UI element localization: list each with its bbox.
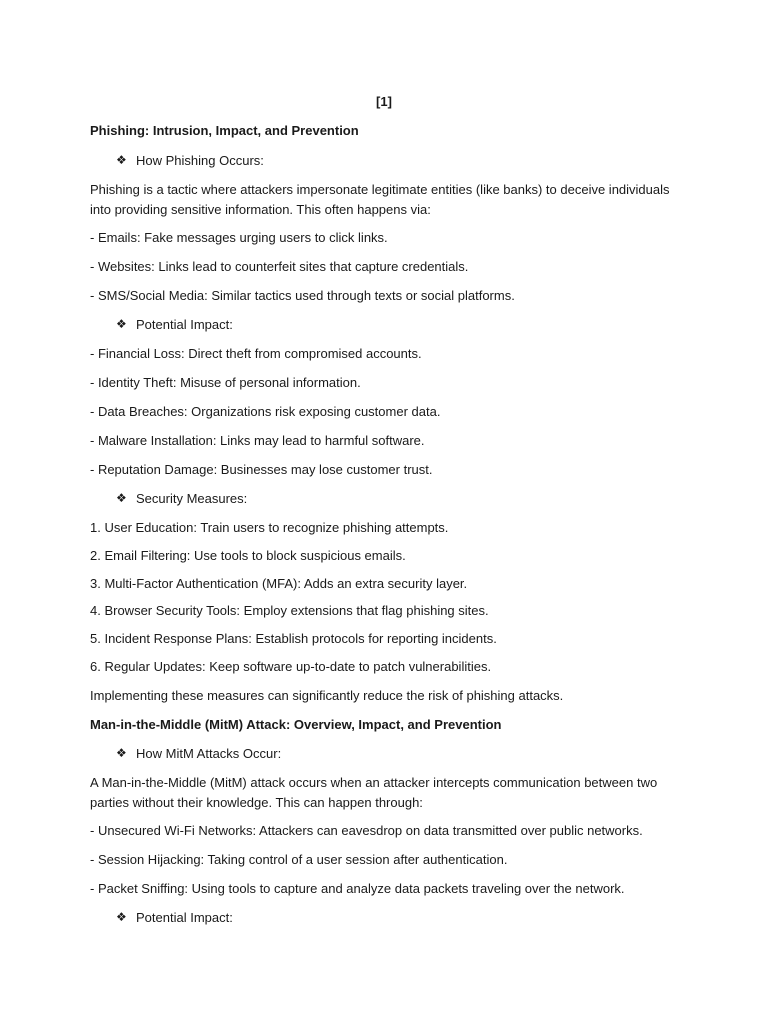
list-item: 5. Incident Response Plans: Establish protocols for reporting incidents. (90, 631, 497, 646)
list-item: 6. Regular Updates: Keep software up-to-date to patch vulnerabilities. (90, 659, 492, 674)
list-item: - Financial Loss: Direct theft from compromised accounts. (90, 346, 422, 361)
list-item: - Session Hijacking: Taking control of a user session after authentication. (90, 852, 508, 867)
mitm-how-label: How MitM Attacks Occur: (136, 746, 282, 761)
page-number: [1] (376, 94, 392, 109)
mitm-intro: A Man-in-the-Middle (MitM) attack occurs when an attacker intercepts communication between two parties without their knowledge. This can happen through: (90, 775, 658, 810)
phishing-conclusion: Implementing these measures can significantly reduce the risk of phishing attacks. (90, 688, 564, 703)
phishing-measures-label: Security Measures: (136, 491, 248, 506)
list-item: 2. Email Filtering: Use tools to block suspicious emails. (90, 548, 406, 563)
list-item: 4. Browser Security Tools: Employ extensions that flag phishing sites. (90, 603, 489, 618)
phishing-measures-subheading (116, 489, 247, 508)
diamond-bullet-icon: ❖ (116, 317, 127, 331)
diamond-bullet-icon: ❖ (116, 153, 127, 167)
list-item: 1. User Education: Train users to recognize phishing attempts. (90, 520, 449, 535)
phishing-heading: Phishing: Intrusion, Impact, and Prevention (90, 123, 359, 138)
mitm-heading: Man-in-the-Middle (MitM) Attack: Overview, Impact, and Prevention (90, 717, 502, 732)
list-item: - Emails: Fake messages urging users to click links. (90, 230, 388, 245)
list-item: - Websites: Links lead to counterfeit sites that capture credentials. (90, 259, 469, 274)
diamond-bullet-icon: ❖ (116, 491, 127, 505)
list-item: - Data Breaches: Organizations risk exposing customer data. (90, 404, 441, 419)
phishing-how-label: How Phishing Occurs: (136, 153, 264, 168)
phishing-intro: Phishing is a tactic where attackers impersonate legitimate entities (like banks) to deceive individuals into providing sensitive information. This often happens via: (90, 182, 670, 217)
phishing-impact-label: Potential Impact: (136, 317, 233, 332)
list-item: - Reputation Damage: Businesses may lose customer trust. (90, 462, 433, 477)
list-item: - Unsecured Wi-Fi Networks: Attackers can eavesdrop on data transmitted over public networks. (90, 823, 643, 838)
diamond-bullet-icon: ❖ (116, 910, 127, 924)
list-item: - Identity Theft: Misuse of personal information. (90, 375, 361, 390)
mitm-impact-label: Potential Impact: (136, 910, 233, 925)
list-item: - SMS/Social Media: Similar tactics used through texts or social platforms. (90, 288, 515, 303)
phishing-impact-subheading (116, 315, 233, 334)
list-item: - Malware Installation: Links may lead to harmful software. (90, 433, 425, 448)
list-item: 3. Multi-Factor Authentication (MFA): Adds an extra security layer. (90, 576, 468, 591)
mitm-how-subheading (116, 744, 281, 763)
diamond-bullet-icon: ❖ (116, 746, 127, 760)
mitm-impact-subheading (116, 908, 233, 927)
phishing-how-subheading (116, 151, 264, 170)
list-item: - Packet Sniffing: Using tools to capture and analyze data packets traveling over the network. (90, 881, 625, 896)
